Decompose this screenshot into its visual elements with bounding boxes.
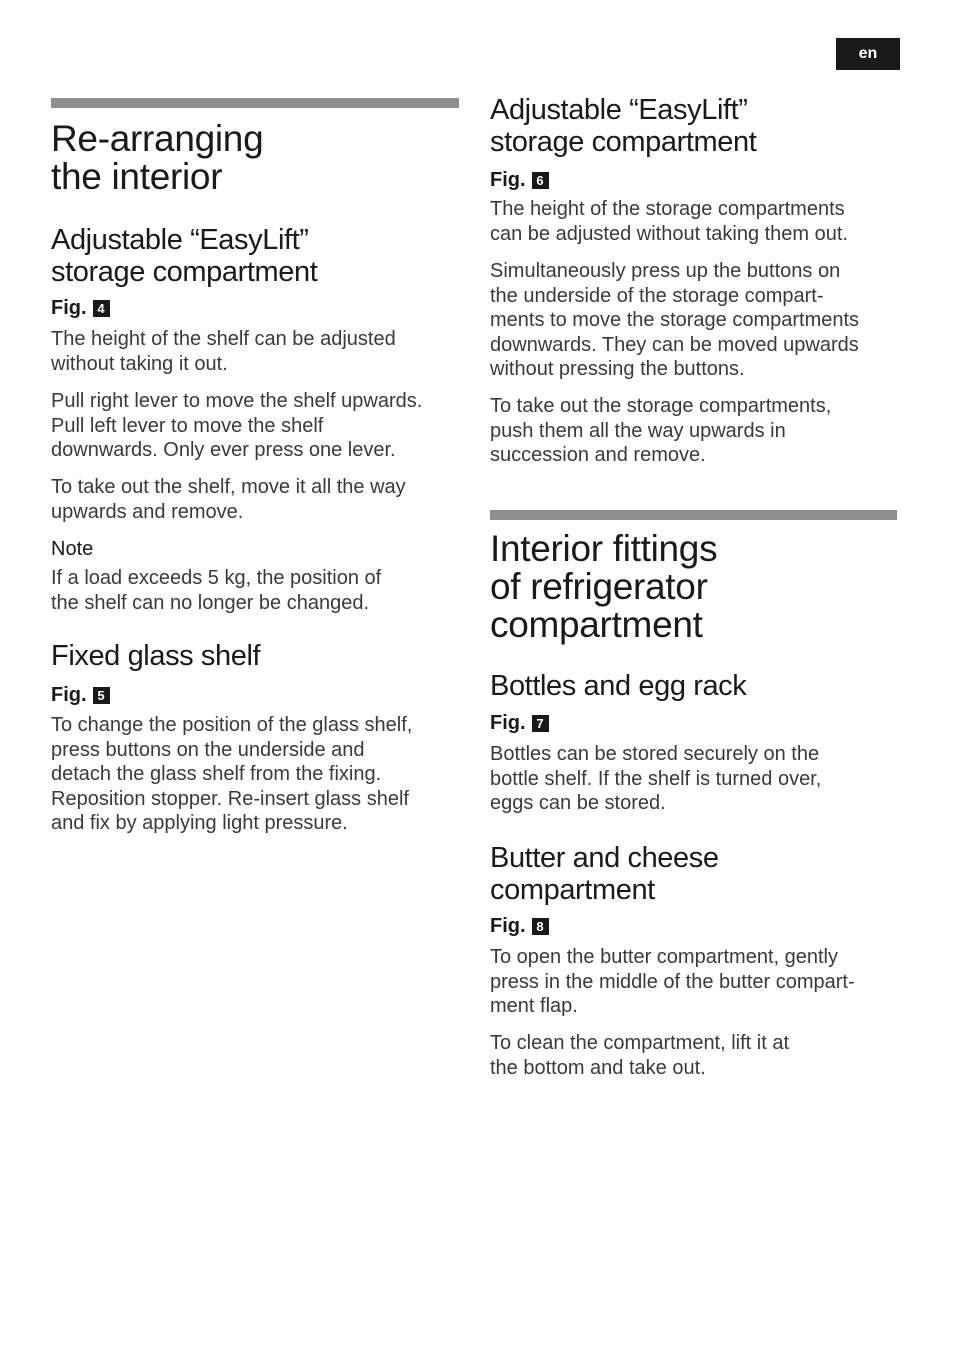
heading-easylift-compartment: Adjustable “EasyLift” storage compartment [490, 94, 757, 158]
fig-label: Fig. [490, 169, 526, 191]
fig-label: Fig. [51, 297, 87, 319]
section-divider-bar [51, 98, 459, 108]
section-title-interior-fittings: Interior fittings of refrigerator compartment [490, 528, 718, 645]
note-label: Note [51, 538, 94, 560]
paragraph-compartment-height: The height of the storage compartments can be adjusted without taking them out. [490, 198, 849, 245]
paragraph-take-out-shelf: To take out the shelf, move it all the way upwards and remove. [51, 476, 406, 523]
language-badge: en [836, 38, 900, 70]
fig-reference-5 [51, 684, 110, 706]
fig-reference-8 [490, 915, 549, 937]
fig-reference-4 [51, 297, 110, 319]
fig-label: Fig. [51, 684, 87, 706]
fig-label: Fig. [490, 712, 526, 734]
paragraph-glass-shelf: To change the position of the glass shelf, press buttons on the underside and detach the glass shelf from the fixing. Reposition stopper. Re-insert glass shelf and fix by applying light pressure. [51, 714, 413, 835]
note-text: If a load exceeds 5 kg, the position of the shelf can no longer be changed. [51, 567, 382, 614]
fig-reference-6 [490, 169, 549, 191]
fig-reference-7 [490, 712, 549, 734]
section-title-rearranging: Re-arranging the interior [51, 118, 264, 197]
section-divider-bar [490, 510, 897, 520]
fig-number-badge: 5 [93, 687, 110, 704]
heading-easylift-shelf: Adjustable “EasyLift” storage compartment [51, 224, 318, 288]
paragraph-open-butter: To open the butter compartment, gently press in the middle of the butter compart- ment flap. [490, 946, 855, 1018]
heading-butter-cheese: Butter and cheese compartment [490, 842, 719, 906]
paragraph-levers: Pull right lever to move the shelf upwards. Pull left lever to move the shelf downwards. Only ever press one lever. [51, 390, 423, 462]
paragraph-press-buttons: Simultaneously press up the buttons on the underside of the storage compart- ments to move the storage compartments downwards. They can be moved upwards without pressing the buttons. [490, 260, 860, 381]
fig-label: Fig. [490, 915, 526, 937]
heading-fixed-glass-shelf: Fixed glass shelf [51, 640, 261, 672]
paragraph-take-out-compartments: To take out the storage compartments, push them all the way upwards in succession and remove. [490, 395, 832, 467]
fig-number-badge: 8 [532, 918, 549, 935]
paragraph-clean-compartment: To clean the compartment, lift it at the bottom and take out. [490, 1032, 790, 1079]
fig-number-badge: 7 [532, 715, 549, 732]
paragraph-shelf-height: The height of the shelf can be adjusted without taking it out. [51, 328, 396, 375]
heading-bottles-egg-rack: Bottles and egg rack [490, 670, 747, 702]
fig-number-badge: 6 [532, 172, 549, 189]
fig-number-badge: 4 [93, 300, 110, 317]
paragraph-bottles: Bottles can be stored securely on the bottle shelf. If the shelf is turned over, eggs can be stored. [490, 743, 822, 815]
